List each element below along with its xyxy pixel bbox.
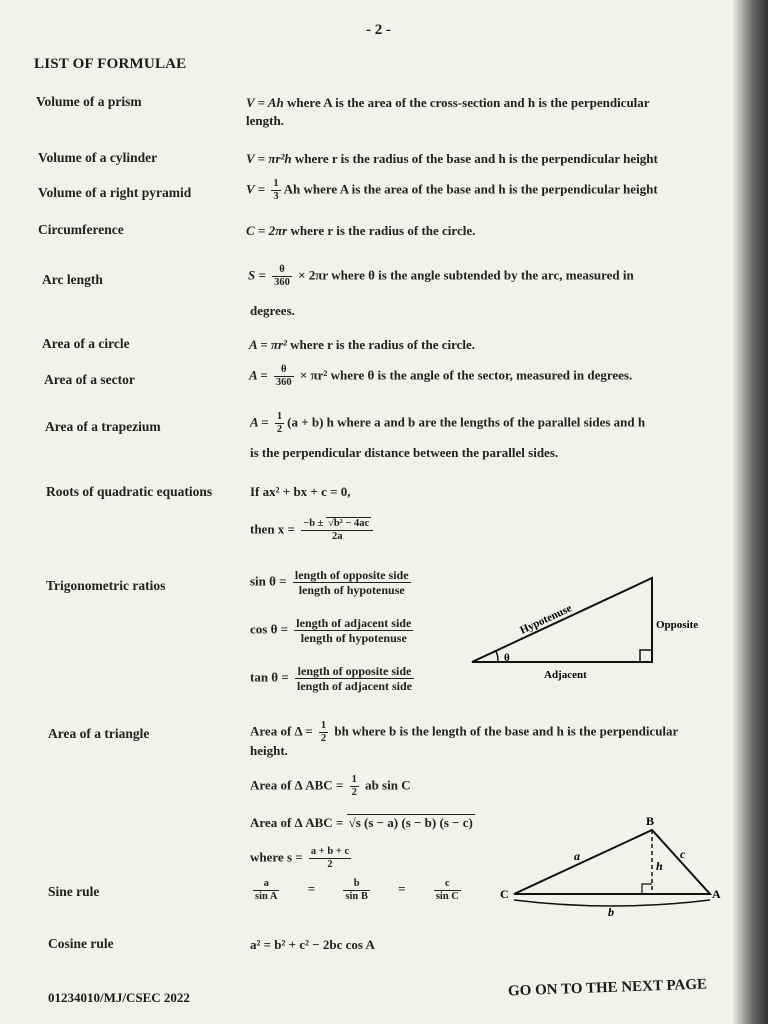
where-fraction bbox=[309, 846, 351, 871]
trig-adjacent-label: Adjacent bbox=[544, 669, 587, 681]
abc-triangle-shape bbox=[514, 830, 710, 894]
circ-formula: C = 2πr bbox=[246, 223, 288, 238]
page-title: LIST OF FORMULAE bbox=[34, 56, 187, 72]
trig-angle-arc bbox=[496, 651, 498, 662]
sector-den: 360 bbox=[275, 377, 292, 388]
abc-side-c: c bbox=[680, 847, 686, 861]
sin-den: length of hypotenuse bbox=[298, 583, 405, 597]
sector-lhs: A = bbox=[249, 367, 271, 383]
arc-den: 360 bbox=[274, 277, 290, 288]
trig-opposite-label: Opposite bbox=[656, 619, 699, 631]
quad-fraction bbox=[301, 518, 373, 543]
abc1-rhs: ab sin C bbox=[361, 777, 411, 793]
quad-num-pre: −b ± bbox=[303, 518, 327, 529]
label-sector: Area of a sector bbox=[44, 372, 135, 387]
formula-sine-rule bbox=[250, 878, 464, 903]
quad-then: then x = bbox=[250, 521, 299, 537]
formula-sin bbox=[250, 568, 414, 597]
quad-num-sqrt: √b² − 4ac bbox=[328, 518, 370, 529]
sr-fraction-c bbox=[434, 878, 461, 903]
tri-fraction bbox=[319, 720, 328, 745]
prism-formula: V = Ah bbox=[246, 95, 284, 110]
tri-text-2: height. bbox=[250, 743, 288, 758]
quad-num bbox=[301, 518, 373, 531]
tri-pre: Area of Δ = bbox=[250, 723, 316, 739]
formula-sector bbox=[249, 364, 729, 389]
abc-triangle-diagram bbox=[496, 812, 724, 920]
abc1-lhs: Area of Δ ABC = bbox=[250, 777, 347, 793]
abc1-num: 1 bbox=[351, 774, 357, 785]
sr-sin-b: sin B bbox=[345, 891, 368, 902]
label-arc: Arc length bbox=[42, 272, 103, 287]
abc1-den: 2 bbox=[351, 787, 357, 798]
next-page-notice: GO ON TO THE NEXT PAGE bbox=[507, 976, 708, 1000]
sin-fraction bbox=[293, 568, 411, 597]
cos-fraction bbox=[294, 616, 413, 645]
arc-text-2: degrees. bbox=[250, 303, 295, 318]
where-den: 2 bbox=[327, 859, 333, 870]
formula-cosine-rule: a² = b² + c² − 2bc cos A bbox=[250, 937, 375, 952]
formula-triangle bbox=[250, 720, 730, 745]
formula-circle bbox=[249, 336, 729, 354]
tri-num: 1 bbox=[320, 720, 327, 731]
where-lhs: where s = bbox=[250, 849, 306, 865]
label-prism: Volume of a prism bbox=[36, 94, 142, 109]
prism-text-1: where A is the area of the cross-section and h is the perpendicular bbox=[283, 95, 650, 110]
sin-lhs: sin θ = bbox=[250, 573, 290, 589]
pyramid-fraction bbox=[271, 178, 280, 203]
trap-text-2: is the perpendicular distance between the parallel sides. bbox=[250, 445, 559, 460]
circ-text: where r is the radius of the circle. bbox=[287, 223, 476, 238]
circle-text: where r is the radius of the circle. bbox=[286, 337, 476, 352]
pyramid-lhs: V = bbox=[246, 181, 269, 197]
formula-tan bbox=[250, 664, 417, 693]
label-trig: Trigonometric ratios bbox=[46, 578, 166, 593]
abc2-lhs: Area of Δ ABC = bbox=[250, 815, 347, 830]
quad-den: 2a bbox=[331, 531, 343, 542]
arc-num: θ bbox=[272, 264, 292, 277]
cylinder-formula: V = πr²h bbox=[246, 151, 292, 166]
arc-fraction bbox=[272, 264, 292, 289]
label-circle: Area of a circle bbox=[42, 336, 130, 351]
arc-text-1: × 2πr where θ is the angle subtended by the arc, measured in bbox=[294, 267, 634, 283]
trap-lhs: A = bbox=[250, 414, 272, 430]
quad-num-radicand: b² − 4ac bbox=[333, 518, 370, 529]
formula-quadratic bbox=[250, 518, 376, 543]
sr-equals-2: = bbox=[398, 881, 406, 897]
sr-fraction-a bbox=[253, 878, 279, 903]
pyramid-den: 3 bbox=[273, 191, 279, 202]
cos-den: length of hypotenuse bbox=[300, 631, 407, 645]
paper-code: 01234010/MJ/CSEC 2022 bbox=[48, 990, 190, 1005]
label-trapezium: Area of a trapezium bbox=[45, 419, 161, 434]
formula-prism bbox=[246, 94, 726, 130]
label-pyramid: Volume of a right pyramid bbox=[38, 185, 192, 200]
sector-fraction bbox=[274, 364, 294, 389]
formula-pyramid bbox=[246, 178, 726, 203]
quad-if: If ax² + bx + c = 0, bbox=[250, 484, 351, 499]
tan-num: length of opposite side bbox=[295, 664, 414, 679]
formula-area-abc-2 bbox=[250, 814, 475, 832]
formula-area-abc-1 bbox=[250, 774, 411, 799]
formula-circumference bbox=[246, 222, 726, 240]
cylinder-text: where r is the radius of the base and h is the perpendicular height bbox=[291, 151, 658, 166]
abc-side-a: a bbox=[574, 849, 580, 863]
trig-hypotenuse-label: Hypotenuse bbox=[518, 602, 574, 637]
trap-text-1: (a + b) h where a and b are the lengths of the parallel sides and h bbox=[287, 414, 646, 430]
tri-den: 2 bbox=[320, 733, 327, 744]
sector-text: × πr² where θ is the angle of the sector, measured in degrees. bbox=[296, 367, 633, 383]
pyramid-text: Ah where A is the area of the base and h is the perpendicular height bbox=[283, 181, 658, 197]
label-cylinder: Volume of a cylinder bbox=[38, 150, 158, 165]
abc2-sqrt: √s (s − a) (s − b) (s − c) bbox=[348, 815, 473, 830]
trap-fraction bbox=[275, 411, 284, 436]
formula-cylinder bbox=[246, 150, 726, 168]
page-number: - 2 - bbox=[366, 22, 391, 38]
trig-right-angle-mark bbox=[640, 650, 652, 662]
tan-lhs: tan θ = bbox=[250, 669, 293, 685]
abc-vertex-c: C bbox=[500, 887, 509, 901]
page-edge-shadow bbox=[732, 0, 768, 1024]
abc1-fraction bbox=[350, 774, 359, 799]
tri-text-1: bh where b is the length of the base and h is the perpendicular bbox=[331, 723, 679, 739]
trap-num: 1 bbox=[276, 411, 283, 422]
abc-side-b: b bbox=[608, 905, 614, 919]
arc-lhs: S = bbox=[248, 267, 270, 283]
trig-triangle-shape bbox=[472, 578, 652, 662]
label-quadratic: Roots of quadratic equations bbox=[46, 484, 213, 499]
label-cosine-rule: Cosine rule bbox=[48, 936, 114, 951]
sin-num: length of opposite side bbox=[294, 568, 409, 582]
abc2-radicand: s (s − a) (s − b) (s − c) bbox=[355, 815, 473, 830]
sr-b: b bbox=[343, 878, 369, 891]
sr-fraction-b bbox=[343, 878, 369, 903]
trig-theta-label: θ bbox=[504, 652, 510, 664]
formula-cos bbox=[250, 616, 416, 645]
label-triangle: Area of a triangle bbox=[48, 726, 150, 741]
sr-c: c bbox=[434, 878, 461, 891]
circle-formula: A = πr² bbox=[249, 337, 287, 352]
formula-arc bbox=[248, 264, 728, 289]
label-sine-rule: Sine rule bbox=[48, 884, 100, 899]
cos-lhs: cos θ = bbox=[250, 621, 292, 637]
formula-semi-perimeter bbox=[250, 846, 354, 871]
formula-trapezium bbox=[250, 411, 730, 436]
tan-fraction bbox=[295, 664, 414, 693]
prism-text-2: length. bbox=[246, 113, 284, 128]
where-num: a + b + c bbox=[310, 846, 350, 857]
sr-sin-a: sin A bbox=[255, 891, 278, 902]
tan-den: length of adjacent side bbox=[297, 679, 413, 693]
label-circumference: Circumference bbox=[38, 222, 124, 237]
abc-vertex-b: B bbox=[646, 814, 655, 828]
sr-equals-1: = bbox=[307, 881, 316, 897]
sr-a: a bbox=[253, 878, 279, 891]
abc-right-angle-mark bbox=[642, 884, 652, 894]
pyramid-num: 1 bbox=[273, 178, 279, 189]
cos-num: length of adjacent side bbox=[296, 616, 412, 630]
trap-den: 2 bbox=[276, 424, 283, 435]
sr-sin-c: sin C bbox=[435, 891, 459, 902]
trig-triangle-diagram bbox=[464, 570, 724, 682]
sector-num: θ bbox=[274, 364, 294, 377]
abc-height-h: h bbox=[656, 859, 663, 873]
abc-vertex-a: A bbox=[712, 887, 721, 901]
